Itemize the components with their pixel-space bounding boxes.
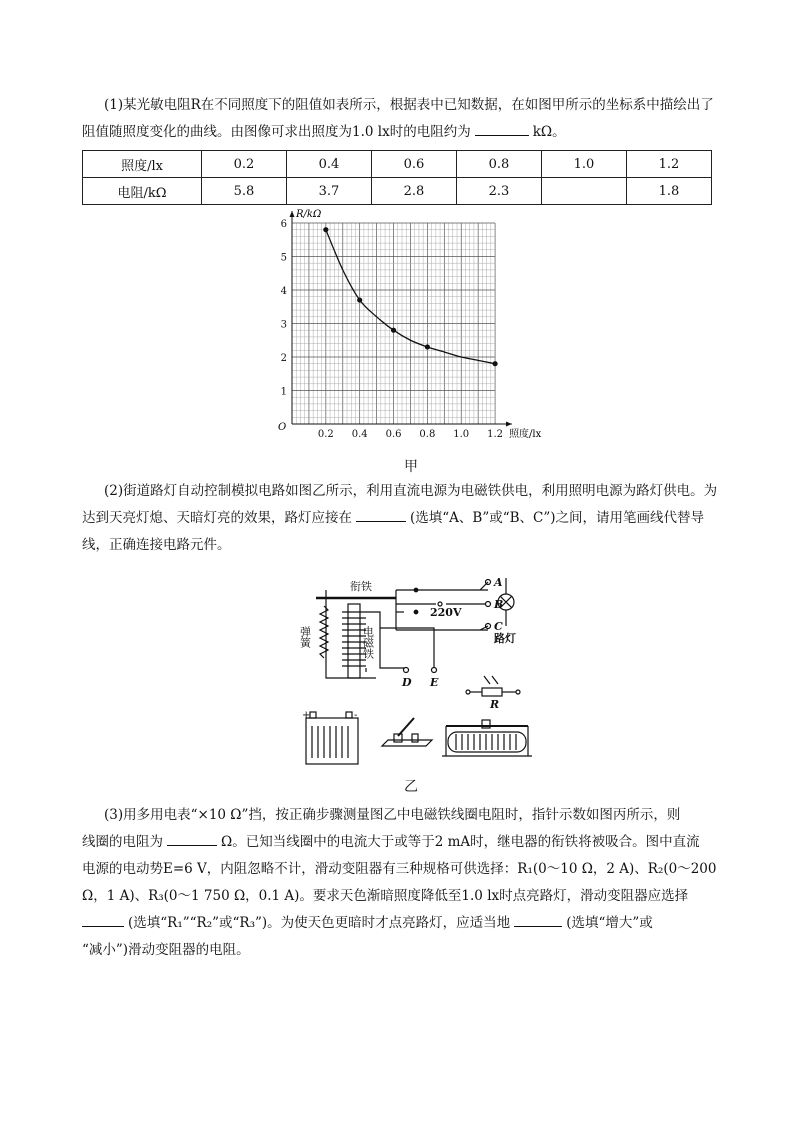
table-row-illuminance [83,151,712,178]
q3-line-3 [82,856,722,883]
q3-text-1: (3)用多用电表“×10 Ω”挡，按正确步骤测量图乙中电磁铁线圈电阻时，指针示数如图丙所示，则 [104,807,681,823]
terminal-d-label: D [402,676,412,689]
terminal-e-label: E [430,676,439,689]
table-cell: 1.0 [542,151,627,178]
table-cell: 0.8 [457,151,542,178]
table-cell: 3.7 [287,178,372,205]
table-cell: 1.2 [627,151,712,178]
question-1 [82,92,722,146]
y-tick-label: 1 [280,386,287,398]
question-3 [82,802,722,964]
y-axis-arrow [290,211,295,217]
q3-answer-blank-2[interactable] [82,912,124,927]
terminal-c-label: C [494,620,503,633]
svg-text:-: - [354,710,358,721]
x-axis-arrow [506,422,512,427]
chart-grid [292,223,495,424]
spring-coil [320,606,328,658]
y-tick-label: 3 [280,319,287,331]
resistance-illuminance-chart [270,205,570,445]
terminals-abc [480,580,491,631]
q3-text-5a: (选填“R₁”“R₂”或“R₃”)。为使天色更暗时才点亮路灯，应适当地 [128,915,511,931]
svg-text:+: + [302,710,311,721]
q3-text-4: Ω，1 A)、R₃(0～1 750 Ω，0.1 A)。要求天色渐暗照度降低至1.0 lx时点亮路灯，滑动变阻器应选择 [82,888,689,904]
x-tick-label: 0.2 [317,429,334,440]
q3-line-6 [82,937,722,964]
table-cell: 0.6 [372,151,457,178]
q3-text-5b: (选填“增大”或 [566,915,653,931]
y-tick-label: 6 [280,219,287,230]
data-point [357,297,362,302]
q3-line-1 [82,802,722,829]
table-row-resistance [83,178,712,205]
table-header-resistance: 电阻/kΩ [83,178,202,205]
q1-unit: kΩ。 [532,124,566,140]
data-point [391,328,396,333]
q3-text-2b: Ω。已知当线圈中的电流大于或等于2 mA时，继电器的衔铁将被吸合。图中直流 [221,834,700,850]
x-tick-label: 0.4 [351,429,368,440]
q3-text-6: “减小”)滑动变阻器的电阻。 [82,942,250,958]
table-cell: 0.4 [287,151,372,178]
knife-switch-icon [382,718,432,746]
table-cell: 2.8 [372,178,457,205]
y-tick-label: 4 [280,286,287,297]
q3-text-2a: 线圈的电阻为 [82,834,163,850]
figure-yi-caption: 乙 [404,779,418,795]
data-point [492,361,497,366]
figure-jia-caption: 甲 [404,459,418,475]
x-axis-label: 照度/lx [509,429,542,440]
q1-text: (1)某光敏电阻R在不同照度下的阻值如表所示，根据表中已知数据，在如图甲所示的坐标系中描绘出了阻值随照度变化的曲线。由图像可求出照度为1.0 lx时的电阻约为 [82,97,714,140]
chart-axes [290,211,513,427]
question-2 [82,478,722,559]
y-tick-label: 5 [280,252,287,264]
photoresistor-icon [466,676,520,696]
data-point [323,227,328,232]
q2-text-after: (选填“A、B”或“B、C”)之间，请用笔画线代替导线，正确连接电路元件。 [82,510,705,553]
data-point [425,344,430,349]
relay-circuit-diagram [296,568,536,778]
q2-text: (2)街道路灯自动控制模拟电路如图乙所示，利用直流电源为电磁铁供电，利用照明电源为路灯供电。为达到天亮灯熄、天暗灯亮的效果，路灯应接在 [82,483,718,526]
x-tick-label: 0.6 [385,429,402,440]
terminal-b-label: B [494,598,504,611]
q2-answer-blank[interactable] [356,507,406,522]
q3-answer-blank-1[interactable] [167,831,217,846]
table-cell: 1.8 [627,178,712,205]
illuminance-resistance-table [82,150,712,205]
rheostat-icon [442,720,532,756]
terminals-de [366,612,437,673]
resistor-label: R [490,698,500,711]
terminal-a-label: A [494,576,503,589]
table-header-illuminance: 照度/lx [83,151,202,178]
lamp-label: 路灯 [494,632,516,645]
q3-text-3: 电源的电动势E=6 V，内阻忽略不计，滑动变阻器有三种规格可供选择：R₁(0～10 Ω，2 A)、R₂(0～200 [82,861,717,877]
battery-icon [302,710,358,764]
electromagnet-label: 电磁铁 [361,626,375,659]
table-cell-empty [542,178,627,205]
q1-answer-blank[interactable] [475,121,529,136]
x-tick-label: 1.2 [487,429,504,440]
q3-line-2 [82,829,722,856]
q3-line-4 [82,883,722,910]
y-tick-label: 2 [280,353,287,364]
x-tick-label: 0.8 [419,429,436,440]
x-tick-label: 1.0 [453,429,470,440]
origin-label: O [278,422,287,433]
voltage-label: 220V [430,606,462,619]
table-cell: 0.2 [202,151,287,178]
table-cell: 5.8 [202,178,287,205]
table-cell: 2.3 [457,178,542,205]
q3-answer-blank-3[interactable] [514,912,562,927]
y-axis-label: R/kΩ [296,209,322,220]
armature-label: 衔铁 [350,580,372,593]
spring-label: 弹簧 [298,626,312,648]
q3-line-5 [82,910,722,937]
